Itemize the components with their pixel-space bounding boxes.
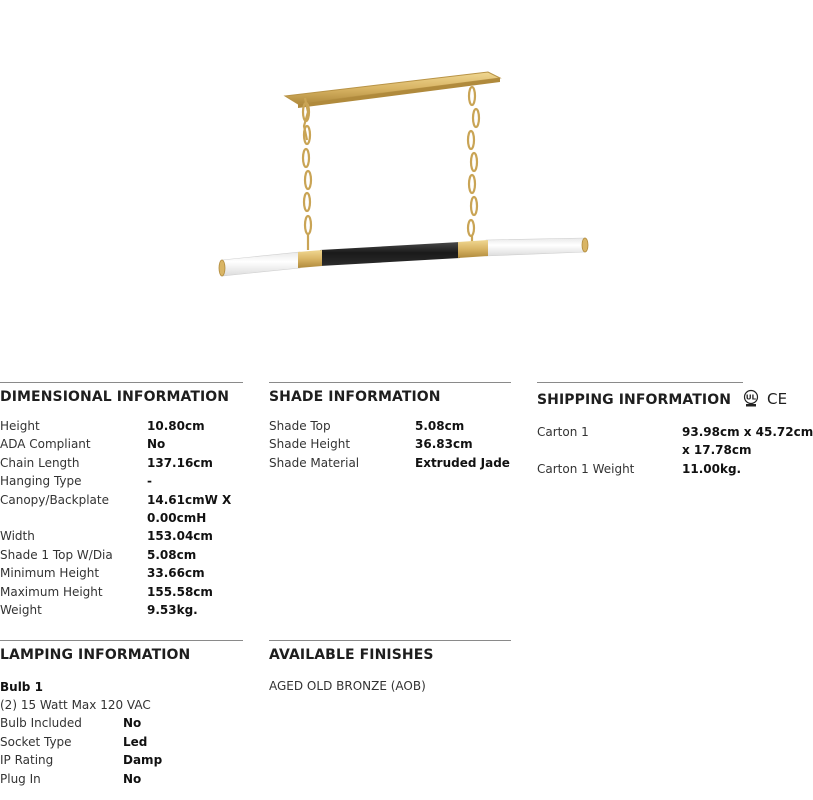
spec-value: 11.00kg.	[682, 461, 742, 476]
chandelier-illustration	[0, 0, 800, 340]
svg-text:UL: UL	[745, 393, 757, 402]
spec-label: Shade Material	[269, 455, 360, 470]
spec-label: Height	[0, 419, 40, 433]
spec-label: Shade Top	[269, 419, 331, 433]
spec-row	[537, 423, 813, 441]
section-title: SHADE INFORMATION	[269, 389, 441, 405]
spec-list	[537, 423, 813, 478]
left-chain	[303, 98, 311, 250]
spec-value: No	[123, 771, 142, 786]
spec-row	[0, 527, 243, 545]
spec-row	[0, 417, 243, 435]
spec-label: IP Rating	[0, 753, 54, 768]
finish-list	[269, 677, 511, 695]
spec-value: No	[147, 437, 166, 452]
right-chain	[468, 87, 479, 246]
bulb-title: Bulb 1	[0, 680, 43, 694]
spec-list	[0, 714, 243, 788]
spec-label: Width	[0, 529, 35, 544]
spec-label: Carton 1	[537, 425, 589, 439]
spec-value: 93.98cm x 45.72cm	[682, 425, 813, 439]
section-title	[537, 389, 800, 411]
spec-row	[0, 714, 243, 732]
spec-label: Shade 1 Top W/Dia	[0, 547, 113, 562]
spec-label: Minimum Height	[0, 566, 100, 581]
spec-row	[537, 441, 800, 459]
spec-row	[269, 417, 511, 435]
section-title: DIMENSIONAL INFORMATION	[0, 389, 230, 405]
spec-row	[0, 601, 243, 619]
bulb-description: (2) 15 Watt Max 120 VAC	[0, 698, 151, 712]
spec-value: 5.08cm	[147, 547, 197, 562]
shade-section	[269, 382, 511, 472]
spec-row	[0, 472, 243, 490]
spec-value: 10.80cm	[147, 419, 205, 433]
section-title: AVAILABLE FINISHES	[269, 647, 434, 663]
spec-label: Carton 1 Weight	[537, 461, 635, 476]
spec-value: 33.66cm	[147, 566, 205, 581]
spec-label: Plug In	[0, 771, 41, 786]
spec-value: 153.04cm	[147, 529, 213, 544]
spec-label: Chain Length	[0, 455, 80, 470]
spec-label: Socket Type	[0, 734, 72, 749]
spec-row	[269, 454, 511, 472]
spec-label: Shade Height	[269, 437, 351, 452]
spec-value: Led	[123, 734, 148, 749]
canopy-backplate	[285, 72, 500, 108]
spec-value: 137.16cm	[147, 455, 213, 470]
spec-value: 36.83cm	[415, 437, 473, 452]
spec-row	[0, 564, 243, 582]
spec-value: No	[123, 716, 142, 731]
spec-row	[0, 454, 243, 472]
divider	[269, 382, 511, 383]
spec-value: 9.53kg.	[147, 602, 198, 617]
divider	[0, 640, 243, 641]
light-bar	[219, 238, 588, 276]
section-title: LAMPING INFORMATION	[0, 647, 191, 663]
spec-value: 0.00cmH	[147, 510, 207, 525]
spec-value: 14.61cmW X	[147, 492, 232, 507]
spec-list	[269, 417, 511, 472]
spec-row	[0, 509, 243, 527]
spec-label: Maximum Height	[0, 584, 103, 599]
spec-row	[0, 751, 243, 769]
bulb-block	[0, 678, 243, 788]
lamping-section	[0, 640, 243, 788]
dimensional-section	[0, 382, 243, 619]
spec-value: Damp	[123, 753, 163, 768]
spec-label: Canopy/Backplate	[0, 492, 109, 507]
spec-value: -	[147, 474, 152, 489]
spec-value: x 17.78cm	[682, 443, 752, 458]
spec-row	[0, 583, 243, 601]
finish-item: AGED OLD BRONZE (AOB)	[269, 679, 426, 693]
ul-listed-icon	[740, 389, 762, 411]
spec-row	[0, 491, 243, 509]
spec-row	[269, 435, 511, 453]
spec-value: 5.08cm	[415, 419, 465, 433]
spec-label: Hanging Type	[0, 474, 82, 489]
shipping-title: SHIPPING INFORMATION	[537, 392, 732, 408]
spec-row	[0, 733, 243, 751]
spec-value: 155.58cm	[147, 584, 213, 599]
finishes-section	[269, 640, 511, 695]
divider	[269, 640, 511, 641]
spec-row	[0, 435, 243, 453]
spec-row	[0, 770, 243, 788]
ce-mark-icon: CE	[767, 390, 788, 408]
divider	[0, 382, 243, 383]
divider	[537, 382, 743, 383]
spec-label: ADA Compliant	[0, 437, 91, 452]
spec-row	[537, 460, 800, 478]
spec-label: Bulb Included	[0, 716, 82, 731]
spec-list	[0, 417, 243, 619]
linear-chandelier-image	[0, 0, 800, 340]
spec-row	[0, 546, 243, 564]
spec-label: Weight	[0, 602, 42, 617]
shipping-section	[537, 382, 813, 478]
spec-value: Extruded Jade	[415, 455, 510, 470]
